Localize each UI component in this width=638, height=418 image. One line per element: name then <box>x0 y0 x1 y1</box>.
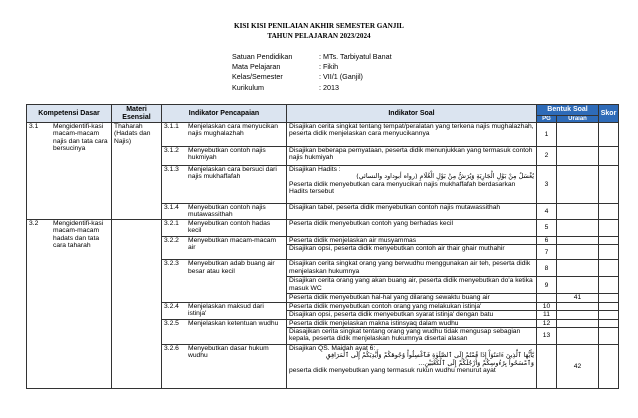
uraian-cell <box>557 204 599 220</box>
uraian-cell <box>557 123 599 147</box>
pg-cell: 4 <box>537 204 557 220</box>
col-uraian: Uraian <box>557 116 599 123</box>
ip-cell <box>162 260 287 302</box>
skor-cell <box>599 345 619 389</box>
pg-cell <box>537 294 557 302</box>
ip-text: Menjelaskan cara bersuci dari najis mukhaffafah <box>188 166 277 181</box>
soal-cell: Disajikan cerita singkat tentang tempat/peralatan yang terkena najis mughalazhah, peserta didik menjelaskan cara menyucikannya <box>287 123 537 147</box>
skor-cell <box>599 319 619 327</box>
ip-text: Menyebutkan dasar hukum wudhu <box>188 345 269 360</box>
soal-cell: Peserta didik menyebutkan hal-hal yang dilarang sewaktu buang air <box>287 294 537 302</box>
skor-cell <box>599 245 619 260</box>
meta-value: : 2013 <box>319 82 339 92</box>
soal-text: peserta didik menyebutkan yang termasuk rukun wudhu menurut ayat <box>289 367 496 375</box>
col-kompetensi-dasar: Kompetensi Dasar <box>27 105 112 123</box>
ip-text: Menjelaskan cara menyucikan najis mughalazhah <box>188 123 278 138</box>
uraian-cell <box>557 147 599 166</box>
uraian-cell <box>557 166 599 204</box>
ip-number: 3.2.6 <box>164 345 179 353</box>
pg-cell: 8 <box>537 260 557 277</box>
meta-row <box>232 52 392 62</box>
arabic-verse: وَٱمْسَحُواْ بِرُءُوسِكُمْ وَأَرْجُلَكُمْ إِلَى ٱلْكَعْبَيْنِ... <box>418 358 534 367</box>
meta-label: Mata Pelajaran <box>232 62 281 72</box>
ip-number: 3.2.3 <box>164 260 179 268</box>
pg-cell: 9 <box>537 277 557 294</box>
skor-cell <box>599 147 619 166</box>
ip-number: 3.2.1 <box>164 220 179 227</box>
ip-cell <box>162 237 287 260</box>
ip-text: Menjelaskan ketentuan wudhu <box>188 319 279 327</box>
skor-cell <box>599 237 619 245</box>
uraian-cell <box>557 277 599 294</box>
soal-cell <box>287 166 537 204</box>
pg-cell: 5 <box>537 220 557 237</box>
skor-cell <box>599 204 619 220</box>
ip-text: Menyebutkan adab buang air besar atau kecil <box>188 260 275 275</box>
ip-text: Menyebutkan contoh najis hukmiyah <box>188 147 266 162</box>
skor-cell <box>599 166 619 204</box>
ip-cell <box>162 302 287 319</box>
soal-cell: Disajikan opsi, peserta didik menyebutkan contoh air thair ghair muthahir <box>287 245 537 260</box>
ip-cell <box>162 166 287 204</box>
pg-cell: 2 <box>537 147 557 166</box>
table-row <box>27 123 619 147</box>
meta-value: : MTs. Tarbiyatul Banat <box>319 52 392 61</box>
uraian-cell <box>557 311 599 319</box>
materi-cell <box>112 220 162 389</box>
ip-cell <box>162 147 287 166</box>
soal-cell: Disajikan cerita singkat orang yang berwudhu menggunakan air teh, peserta didik menjelaskan hukumnya <box>287 260 537 277</box>
skor-cell <box>599 260 619 277</box>
uraian-cell <box>557 328 599 345</box>
skor-cell <box>599 302 619 310</box>
ip-text: Menyebutkan macam-macam air <box>188 237 277 252</box>
document-title: KISI KISI PENILAIAN AKHIR SEMESTER GANJIL <box>234 22 404 30</box>
soal-cell: Disajikan cerita orang yang akan buang air, peserta didik menyebutkan do'a ketika masuk WC <box>287 277 537 294</box>
meta-label: Kelas/Semester <box>232 72 283 82</box>
ip-number: 3.1.4 <box>164 204 179 211</box>
ip-text: Menyebutkan contoh najis mutawassithah <box>188 204 266 219</box>
ip-number: 3.2.4 <box>164 302 179 310</box>
ip-cell <box>162 204 287 220</box>
soal-cell: Disajikan opsi, peserta didik menyebutkan syarat istinja' dengan batu <box>287 311 537 319</box>
pg-cell: 10 <box>537 302 557 310</box>
uraian-cell: 41 <box>557 294 599 302</box>
arabic-verse: يَٰٓأَيُّهَا ٱلَّذِينَ ءَامَنُوٓاْ إِذَا قُمْتُمْ إِلَى ٱلصَّلَوٰةِ فَٱغْسِلُواْ وُجُوهَكُمْ وَأَيْدِيَكُمْ إِلَى ٱلْمَرَافِقِ <box>325 351 534 360</box>
meta-label: Kurikulum <box>232 82 264 92</box>
kd-text: Mengidentifi-kasi macam-macam najis dan tata cara bersucinya <box>53 123 108 153</box>
table-header-row <box>27 105 619 116</box>
ip-number: 3.2.5 <box>164 319 179 327</box>
skor-cell <box>599 220 619 237</box>
meta-value: : Fikih <box>319 62 339 72</box>
soal-cell: Disajikan beberapa pernyataan, peserta didik menunjukkan yang termasuk contoh najis hukmiyah <box>287 147 537 166</box>
kd-text: Mengidentifi-kasi macam-macam hadats dan tata cara taharah <box>53 220 104 250</box>
ip-cell <box>162 123 287 147</box>
pg-cell: 6 <box>537 237 557 245</box>
ip-text: Menyebutkan contoh hadas kecil <box>188 220 271 235</box>
uraian-cell <box>557 260 599 277</box>
soal-cell: Peserta didik menyebutkan contoh orang yang melakukan istinja' <box>287 302 537 310</box>
kd-cell <box>27 220 112 389</box>
skor-cell <box>599 311 619 319</box>
uraian-cell <box>557 220 599 237</box>
materi-cell: Thaharah (Hadats dan Najis) <box>112 123 162 220</box>
ip-cell <box>162 319 287 344</box>
col-indikator-soal: Indikator Soal <box>287 105 537 123</box>
ip-number: 3.1.3 <box>164 166 179 173</box>
meta-row <box>232 62 392 72</box>
soal-cell: Disajikan tabel, peserta didik menyebutkan contoh najis mutawassithah <box>287 204 537 220</box>
kd-number: 3.1 <box>29 123 39 130</box>
ip-number: 3.1.1 <box>164 123 179 130</box>
soal-cell: Peserta didik menjelaskan makna istinsyaq dalam wudhu <box>287 319 537 327</box>
meta-row <box>232 72 392 82</box>
pg-cell <box>537 345 557 389</box>
ip-cell <box>162 220 287 237</box>
pg-cell: 7 <box>537 245 557 260</box>
pg-cell: 12 <box>537 319 557 327</box>
soal-cell: Diasajikan cerita singkat tentang orang yang wudhu tidak mengusap sebagian kepala, peserta didik menjelaskan hukumnya disertai alasan <box>287 328 537 345</box>
uraian-cell: 42 <box>557 345 599 389</box>
soal-text: Disajikan QS. Maidah ayat 6: <box>289 345 376 353</box>
soal-text: Disajikan Hadits : <box>289 166 341 173</box>
ip-number: 3.2.2 <box>164 237 179 244</box>
meta-row <box>232 83 392 93</box>
table-row <box>27 220 619 237</box>
col-pg: PG <box>537 116 557 123</box>
skor-cell <box>599 294 619 302</box>
ip-number: 3.1.2 <box>164 147 179 154</box>
soal-cell: Peserta didik menyebutkan contoh yang berhadas kecil <box>287 220 537 237</box>
col-skor: Skor <box>599 105 619 123</box>
pg-cell: 1 <box>537 123 557 147</box>
kd-number: 3.2 <box>29 220 39 227</box>
kisi-kisi-table <box>26 104 619 389</box>
ip-text: Menjelaskan maksud dari istinja' <box>188 302 264 318</box>
pg-cell: 3 <box>537 166 557 204</box>
document-subtitle: TAHUN PELAJARAN 2023/2024 <box>267 32 371 40</box>
skor-cell <box>599 328 619 345</box>
uraian-cell <box>557 237 599 245</box>
ip-cell <box>162 345 287 389</box>
uraian-cell <box>557 319 599 327</box>
arabic-hadith: يُغْسَلُ مِنْ بَوْلِ الْجَارِيَةِ وَيُرَشُّ مِنْ بَوْلِ الْغُلَامِ (رواه أبوداود والنسائي) <box>356 172 534 181</box>
col-indikator-pencapaian: Indikator Pencapaian <box>162 105 287 123</box>
soal-cell <box>287 345 537 389</box>
soal-cell: Peserta didik menjelaskan air musyammas <box>287 237 537 245</box>
soal-text: Peserta didik menyebutkan cara menyucikan najis mukhaffafah berdasarkan Hadits tersebut <box>289 180 516 196</box>
uraian-cell <box>557 245 599 260</box>
meta-value: : VII/1 (Ganjil) <box>319 72 363 82</box>
col-materi-esensial: Materi Esensial <box>112 105 162 123</box>
skor-cell <box>599 123 619 147</box>
document-meta <box>232 52 392 93</box>
kd-cell <box>27 123 112 220</box>
uraian-cell <box>557 302 599 310</box>
skor-cell <box>599 277 619 294</box>
col-bentuk-soal: Bentuk Soal <box>537 105 599 116</box>
meta-label: Satuan Pendidikan <box>232 52 293 61</box>
pg-cell: 11 <box>537 311 557 319</box>
pg-cell: 13 <box>537 328 557 345</box>
